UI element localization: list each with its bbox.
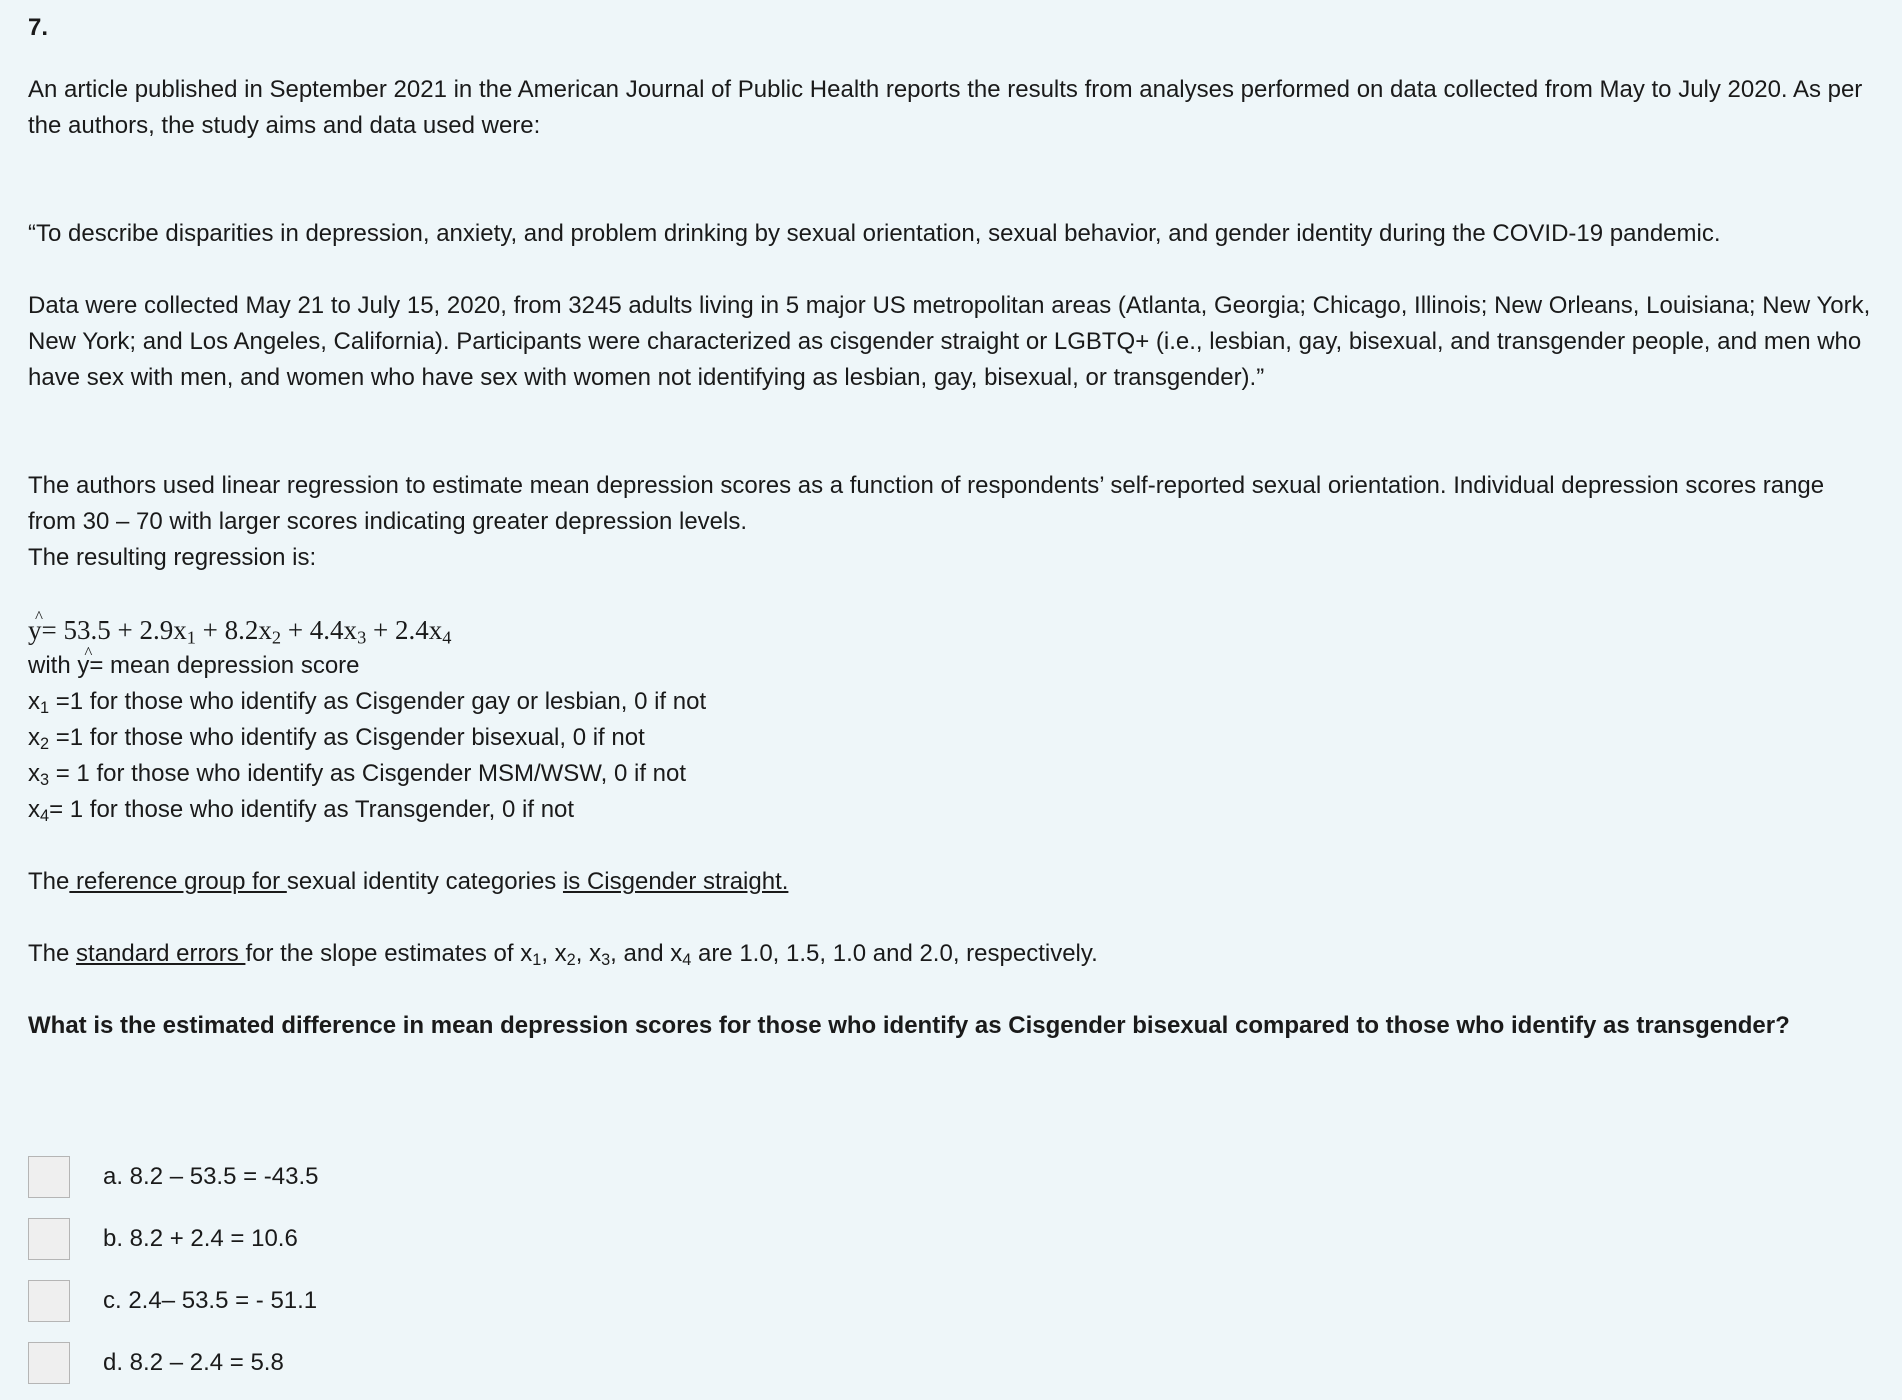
question-number: 7. xyxy=(28,14,49,41)
x3-text: = 1 for those who identify as Cisgender MSM/WSW, 0 if not xyxy=(49,760,687,787)
se-text-1: The xyxy=(28,940,77,967)
answer-options xyxy=(28,1154,1874,1386)
option-c-checkbox[interactable] xyxy=(28,1280,70,1322)
x3-sub: 3 xyxy=(40,771,50,790)
quote-aims-paragraph: “To describe disparities in depression, anxiety, and problem drinking by sexual orientation, sexual behavior, and gender identity during the COVID-19 pandemic. xyxy=(28,220,1721,247)
equation-part-4: + 2.4x xyxy=(366,615,443,645)
quote-data-paragraph: Data were collected May 21 to July 15, 2020, from 3245 adults living in 5 major US metropolitan areas (Atlanta, Georgia; Chicago, Illinois; New Orleans, Louisiana; New York, New York; and Los Angeles, California). Participants were characterized as cisgender straight or LGBTQ+ (i.e., lesbian, gay, bisexual, and transgender people, and men who have sex with men, and women who have sex with women not identifying as lesbian, gay, bisexual, or transgender).” xyxy=(28,292,1871,391)
option-d-checkbox[interactable] xyxy=(28,1342,70,1384)
reference-text-1: The xyxy=(28,868,70,895)
se-text-5: , and x xyxy=(610,940,683,967)
equation-sub-2: 2 xyxy=(271,627,282,648)
x1-text: =1 for those who identify as Cisgender gay or lesbian, 0 if not xyxy=(49,688,707,715)
x1-sub: 1 xyxy=(40,699,50,718)
equation-sub-1: 1 xyxy=(186,627,196,648)
option-c-label[interactable]: c. 2.4– 53.5 = - 51.1 xyxy=(103,1287,318,1314)
se-sub-1: 1 xyxy=(532,951,542,970)
yhat-text: = mean depression score xyxy=(89,652,360,679)
option-a-checkbox[interactable] xyxy=(28,1156,70,1198)
x3-var: x xyxy=(28,760,40,787)
yhat-prefix: with xyxy=(28,652,78,679)
equation-sub-3: 3 xyxy=(357,627,367,648)
se-sub-4: 4 xyxy=(682,951,692,970)
option-a[interactable] xyxy=(28,1154,1874,1200)
x2-definition xyxy=(28,720,1874,756)
se-text-2: for the slope estimates of x xyxy=(245,940,533,967)
reference-group-statement xyxy=(28,864,1874,900)
reference-underline-2: is Cisgender straight. xyxy=(562,868,789,895)
x2-text: =1 for those who identify as Cisgender bisexual, 0 if not xyxy=(49,724,645,751)
reference-text-2: sexual identity categories xyxy=(286,868,563,895)
x4-text: = 1 for those who identify as Transgender, 0 if not xyxy=(49,796,575,823)
x2-sub: 2 xyxy=(40,735,50,754)
option-c[interactable] xyxy=(28,1278,1874,1324)
x4-sub: 4 xyxy=(40,807,50,826)
method-description: The authors used linear regression to estimate mean depression scores as a function of respondents’ self-reported sexual orientation. Individual depression scores range from 30 – 70 with larger scores indicating greater depression levels. xyxy=(28,472,1825,535)
x2-var: x xyxy=(28,724,40,751)
equation-part-3: + 4.4x xyxy=(281,615,358,645)
option-b-label[interactable]: b. 8.2 + 2.4 = 10.6 xyxy=(103,1225,298,1252)
x4-var: x xyxy=(28,796,40,823)
yhat-definition xyxy=(28,648,1874,684)
option-d[interactable] xyxy=(28,1340,1874,1386)
method-paragraph xyxy=(28,468,1874,576)
se-underline: standard errors xyxy=(76,940,246,967)
reference-underline-1: reference group for xyxy=(69,868,287,895)
standard-errors-statement xyxy=(28,936,1874,972)
x3-definition xyxy=(28,756,1874,792)
equation-yhat: y ^ xyxy=(28,612,42,648)
method-regression-intro: The resulting regression is: xyxy=(28,544,317,571)
question-prompt: What is the estimated difference in mean depression scores for those who identify as Cisgender bisexual compared to those who identify as transgender? xyxy=(28,1012,1790,1039)
x1-definition xyxy=(28,684,1874,720)
option-a-label[interactable]: a. 8.2 – 53.5 = -43.5 xyxy=(103,1163,319,1190)
equation-part-2: + 8.2x xyxy=(195,615,272,645)
x4-definition xyxy=(28,792,1874,828)
regression-block xyxy=(28,612,1874,828)
intro-paragraph: An article published in September 2021 in the American Journal of Public Health reports the results from analyses performed on data collected from May to July 2020. As per the authors, the study aims and data used were: xyxy=(28,76,1863,139)
option-b-checkbox[interactable] xyxy=(28,1218,70,1260)
equation-part-1: = 53.5 + 2.9x xyxy=(41,615,187,645)
equation-sub-4: 4 xyxy=(442,627,452,648)
option-d-label[interactable]: d. 8.2 – 2.4 = 5.8 xyxy=(103,1349,284,1376)
x1-var: x xyxy=(28,688,40,715)
se-text-6: are 1.0, 1.5, 1.0 and 2.0, respectively. xyxy=(691,940,1098,967)
yhat-symbol: y ^ xyxy=(77,648,89,684)
se-sub-3: 3 xyxy=(601,951,611,970)
se-text-3: , x xyxy=(541,940,567,967)
regression-equation xyxy=(28,612,1874,648)
se-text-4: , x xyxy=(575,940,602,967)
se-sub-2: 2 xyxy=(566,951,576,970)
option-b[interactable] xyxy=(28,1216,1874,1262)
